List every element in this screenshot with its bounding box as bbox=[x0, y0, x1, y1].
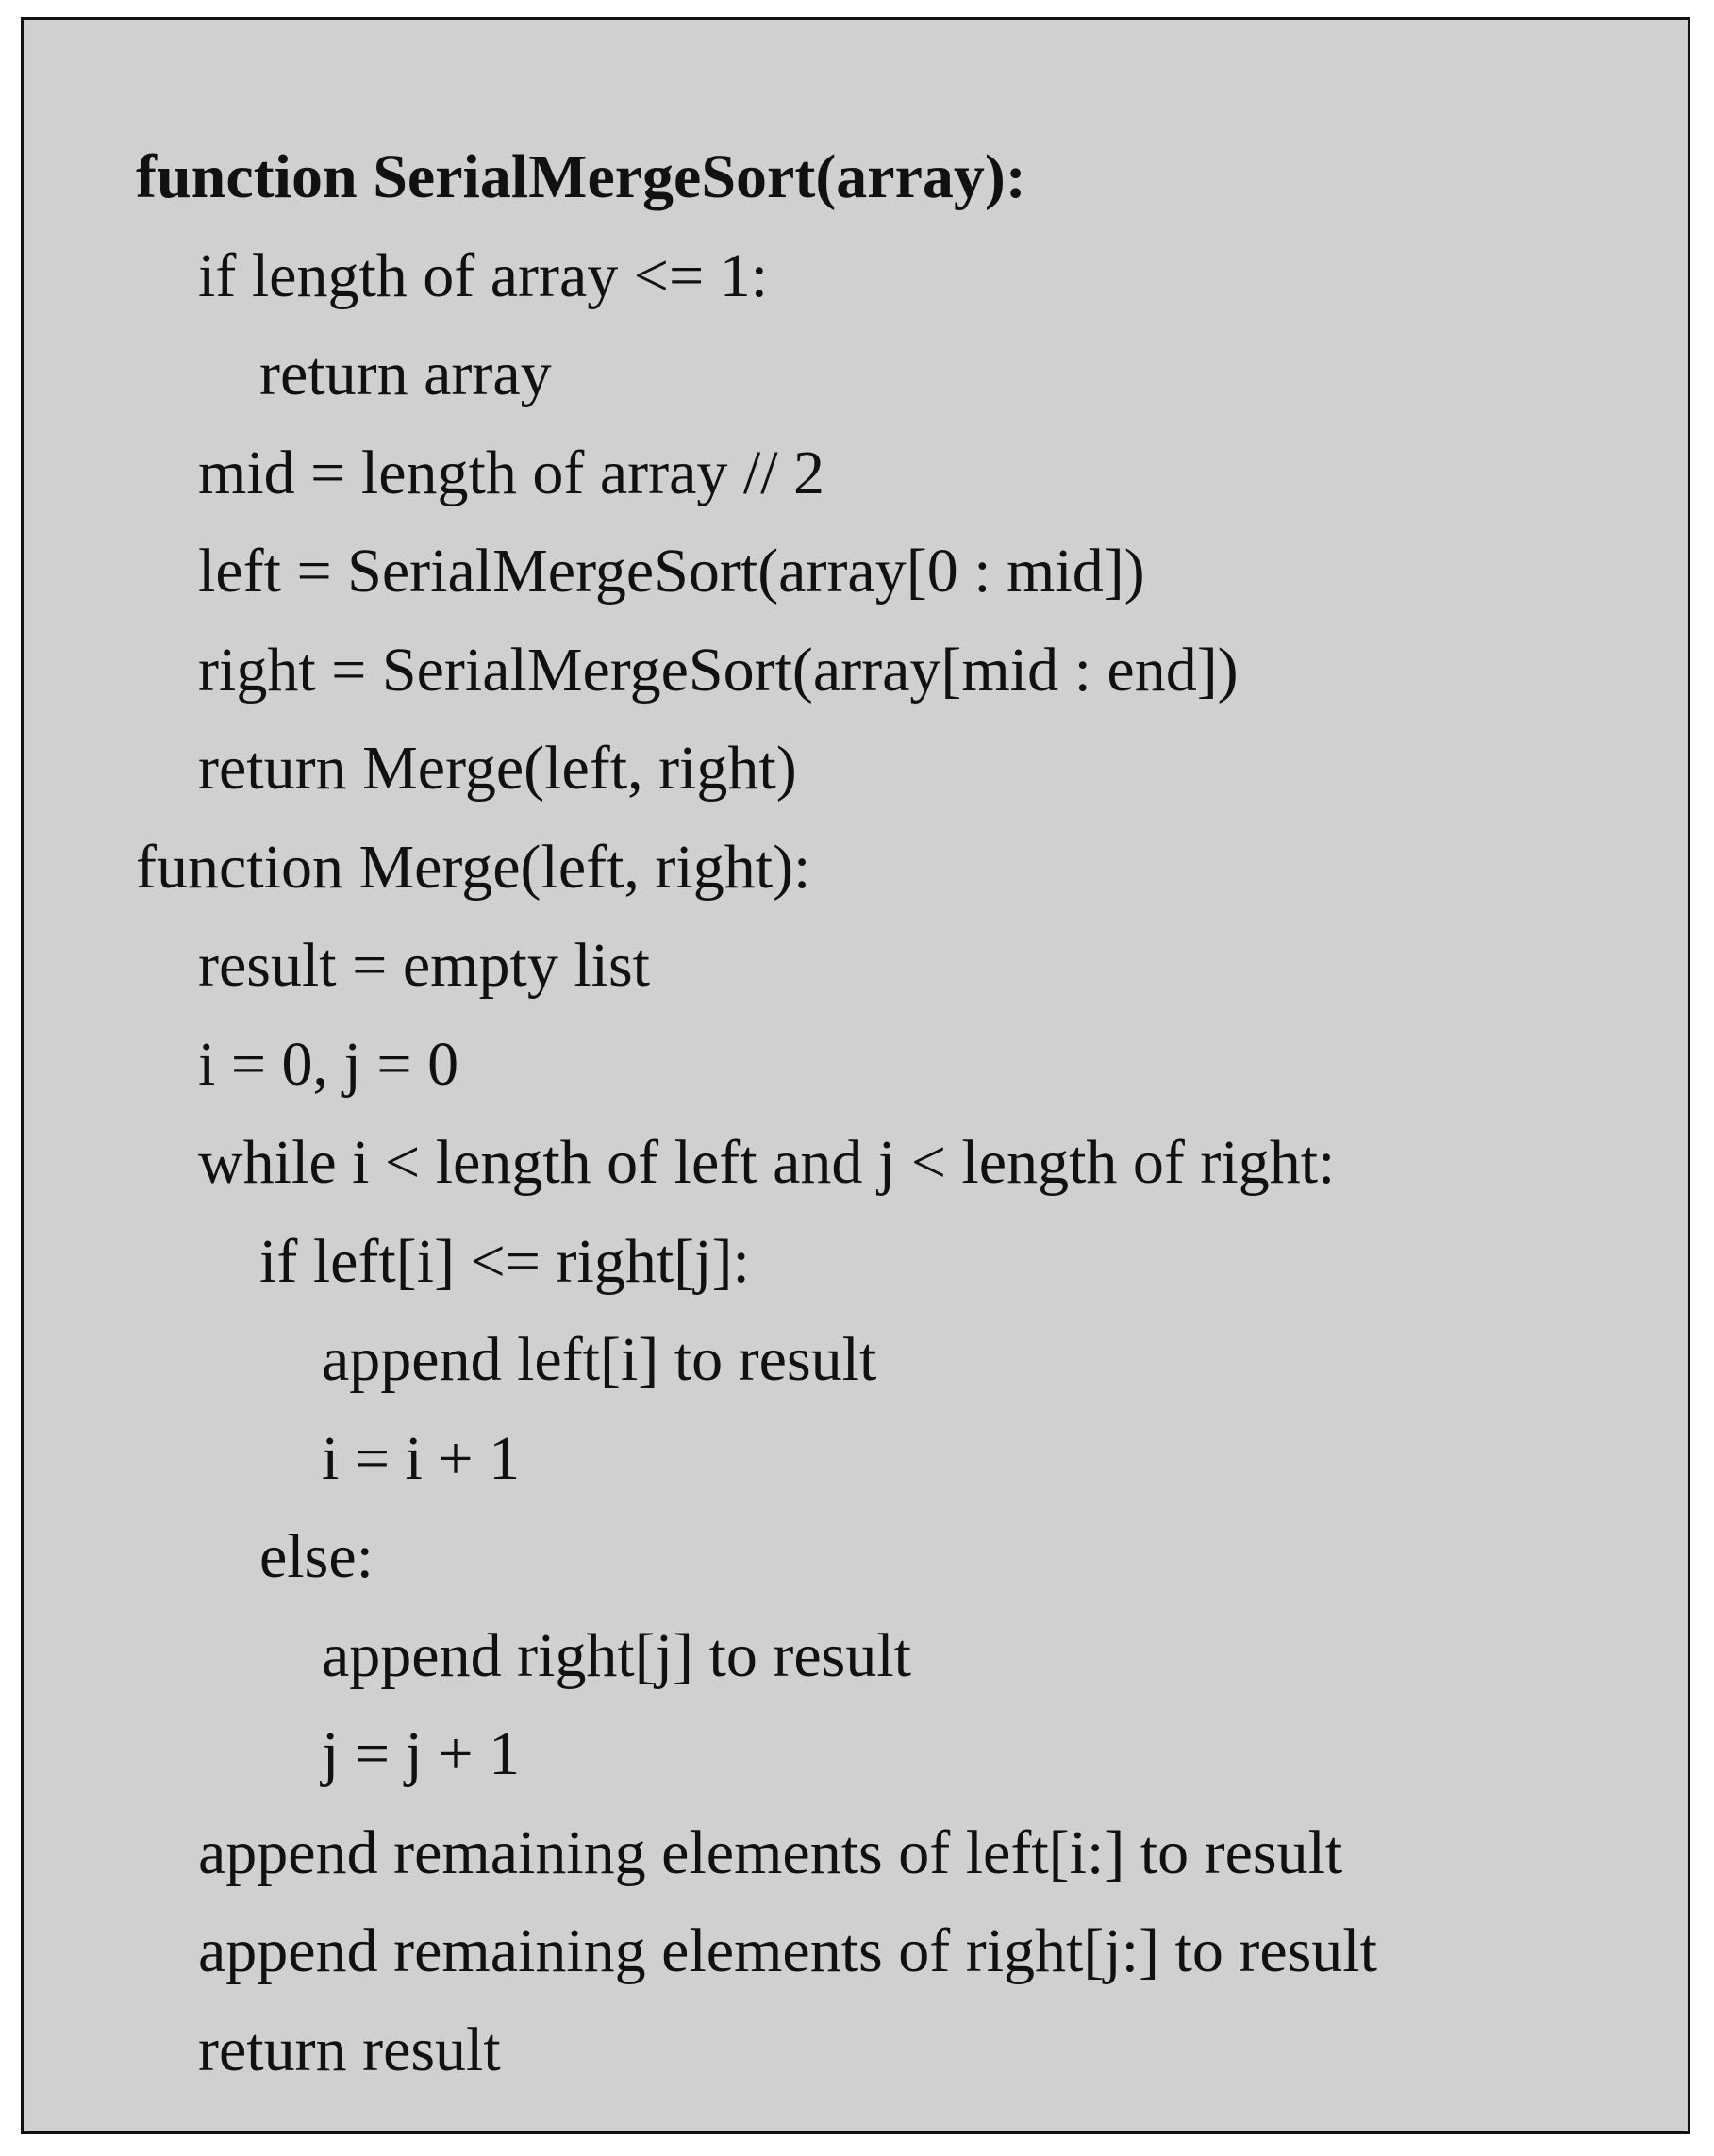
code-line: i = 0, j = 0 bbox=[198, 1029, 459, 1099]
code-line: return Merge(left, right) bbox=[198, 734, 797, 803]
pseudocode-lines bbox=[24, 128, 1688, 2099]
code-line: append remaining elements of left[i:] to result bbox=[198, 1817, 1343, 1887]
code-line: if length of array <= 1: bbox=[198, 240, 769, 310]
code-line: append left[i] to result bbox=[322, 1325, 877, 1394]
code-line: return result bbox=[198, 2015, 501, 2084]
code-line: function Merge(left, right): bbox=[136, 832, 811, 902]
code-line: else: bbox=[259, 1522, 374, 1591]
pseudocode-box bbox=[21, 17, 1690, 2134]
code-line: append right[j] to result bbox=[322, 1620, 912, 1690]
code-line: while i < length of left and j < length of right: bbox=[198, 1128, 1336, 1197]
code-line: function SerialMergeSort(array): bbox=[136, 142, 1026, 211]
code-line: mid = length of array // 2 bbox=[198, 438, 825, 507]
code-line: j = j + 1 bbox=[322, 1719, 521, 1788]
code-line: i = i + 1 bbox=[322, 1423, 521, 1493]
code-line: if left[i] <= right[j]: bbox=[259, 1226, 750, 1296]
code-line: right = SerialMergeSort(array[mid : end]) bbox=[198, 635, 1239, 705]
code-line: return array bbox=[259, 340, 552, 408]
code-line: result = empty list bbox=[198, 931, 651, 1000]
code-line: left = SerialMergeSort(array[0 : mid]) bbox=[198, 537, 1145, 605]
code-line: append remaining elements of right[j:] to result bbox=[198, 1916, 1377, 1985]
